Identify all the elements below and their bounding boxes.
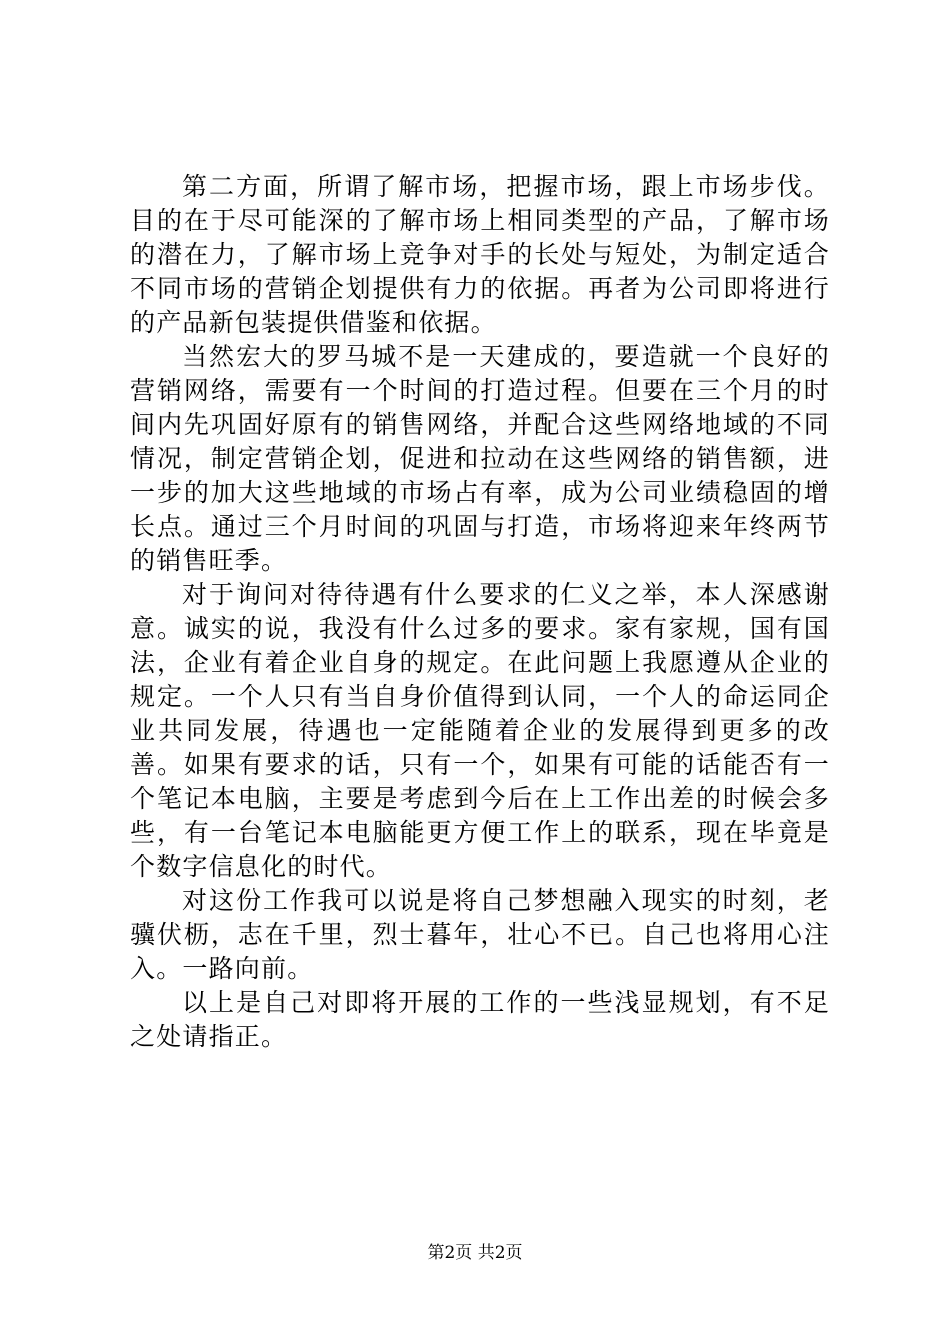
document-body (130, 170, 830, 1054)
paragraph-compensation: 对于询问对待待遇有什么要求的仁义之举，本人深感谢意。诚实的说，我没有什么过多的要求。家有家规，国有国法，企业有着企业自身的规定。在此问题上我愿遵从企业的规定。一个人只有当自身价值得到认同，一个人的命运同企业共同发展，待遇也一定能随着企业的发展得到更多的改善。如果有要求的话，只有一个，如果有可能的话能否有一个笔记本电脑，主要是考虑到今后在上工作出差的时候会多些，有一台笔记本电脑能更方便工作上的联系，现在毕竟是个数字信息化的时代。 (130, 580, 830, 881)
paragraph-market-research: 第二方面，所谓了解市场，把握市场，跟上市场步伐。目的在于尽可能深的了解市场上相同类型的产品，了解市场的潜在力，了解市场上竞争对手的长处与短处，为制定适合不同市场的营销企划提供有力的依据。再者为公司即将进行的产品新包装提供借鉴和依据。 (130, 172, 830, 337)
paragraph-closing: 以上是自己对即将开展的工作的一些浅显规划，有不足之处请指正。 (130, 988, 830, 1051)
paragraph-aspiration: 对这份工作我可以说是将自己梦想融入现实的时刻，老骥伏枥，志在千里，烈士暮年，壮心不已。自己也将用心注入。一路向前。 (130, 886, 830, 983)
page-number-footer: 第2页 共2页 (427, 1243, 523, 1263)
paragraph-sales-network: 当然宏大的罗马城不是一天建成的，要造就一个良好的营销网络，需要有一个时间的打造过程。但要在三个月的时间内先巩固好原有的销售网络，并配合这些网络地域的不同情况，制定营销企划，促进和拉动在这些网络的销售额，进一步的加大这些地域的市场占有率，成为公司业绩稳固的增长点。通过三个月时间的巩固与打造，市场将迎来年终两节的销售旺季。 (130, 342, 830, 575)
